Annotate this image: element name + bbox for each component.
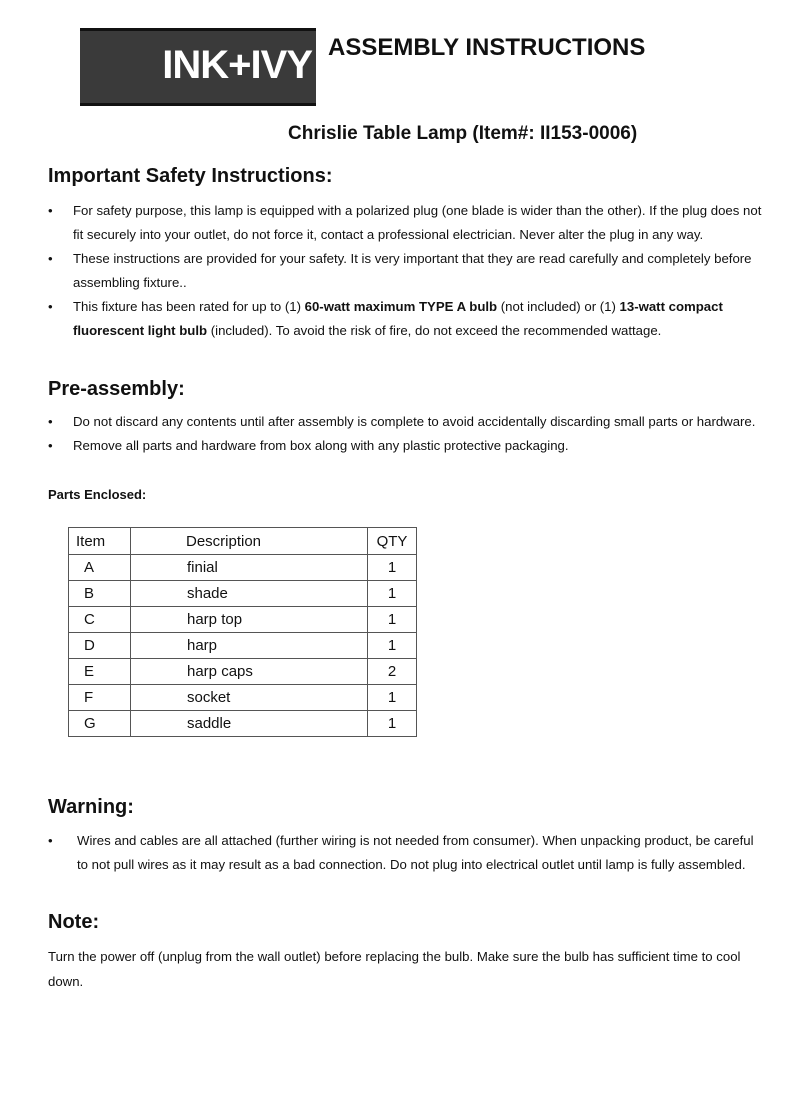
warning-list xyxy=(48,829,768,877)
part-qty: 1 xyxy=(368,685,417,711)
safety-heading: Important Safety Instructions: xyxy=(48,165,333,187)
part-item: A xyxy=(69,555,131,581)
table-row xyxy=(69,581,417,607)
part-qty: 1 xyxy=(368,633,417,659)
part-item: E xyxy=(69,659,131,685)
part-qty: 1 xyxy=(368,555,417,581)
part-item: G xyxy=(69,711,131,737)
column-header-description: Description xyxy=(131,528,368,555)
part-item: C xyxy=(69,607,131,633)
safety-list xyxy=(48,199,768,343)
table-row xyxy=(69,685,417,711)
part-description: harp top xyxy=(131,607,368,633)
bullet-icon: • xyxy=(48,203,53,218)
part-description: harp caps xyxy=(131,659,368,685)
product-title: Chrislie Table Lamp (Item#: II153-0006) xyxy=(288,123,638,144)
part-description: socket xyxy=(131,685,368,711)
part-item: D xyxy=(69,633,131,659)
brand-logo-text: INK+IVY xyxy=(162,43,312,87)
part-description: shade xyxy=(131,581,368,607)
part-qty: 1 xyxy=(368,711,417,737)
table-header-row xyxy=(69,528,417,555)
document-title: ASSEMBLY INSTRUCTIONS xyxy=(328,34,646,61)
list-item xyxy=(48,829,768,877)
part-description: finial xyxy=(131,555,368,581)
safety-item-text: (not included) or (1) xyxy=(497,299,620,314)
list-item xyxy=(48,247,768,295)
bullet-icon: • xyxy=(48,833,53,848)
warning-heading: Warning: xyxy=(48,796,134,818)
table-row xyxy=(69,607,417,633)
parts-table xyxy=(68,527,417,737)
part-description: harp xyxy=(131,633,368,659)
note-heading: Note: xyxy=(48,911,100,933)
preassembly-item-text: Do not discard any contents until after assembly is complete to avoid accidentally discarding small parts or hardware. xyxy=(73,414,756,429)
list-item xyxy=(48,199,768,247)
parts-enclosed-label: Parts Enclosed: xyxy=(48,487,147,502)
safety-item-text: For safety purpose, this lamp is equipped with a polarized plug (one blade is wider than the other). If the plug does not fit securely into your outlet, do not force it, contact a professional electrician. Never alter the plug in any way. xyxy=(73,203,762,242)
column-header-qty: QTY xyxy=(368,528,417,555)
bullet-icon: • xyxy=(48,251,53,266)
brand-logo xyxy=(80,28,316,106)
table-row xyxy=(69,555,417,581)
part-description: saddle xyxy=(131,711,368,737)
part-item: B xyxy=(69,581,131,607)
part-item: F xyxy=(69,685,131,711)
preassembly-item-text: Remove all parts and hardware from box along with any plastic protective packaging. xyxy=(73,438,569,453)
list-item xyxy=(48,410,768,434)
preassembly-heading: Pre-assembly: xyxy=(48,378,185,400)
cfl-rating-text: 13-watt compact fluorescent light bulb xyxy=(73,299,723,338)
table-row xyxy=(69,633,417,659)
safety-item-text: This fixture has been rated for up to (1) xyxy=(73,299,305,314)
part-qty: 1 xyxy=(368,607,417,633)
bullet-icon: • xyxy=(48,438,53,453)
bullet-icon: • xyxy=(48,299,53,314)
table-row xyxy=(69,659,417,685)
list-item xyxy=(48,434,768,458)
part-qty: 1 xyxy=(368,581,417,607)
warning-item-text: Wires and cables are all attached (further wiring is not needed from consumer). When unpacking product, be careful to not pull wires as it may result as a bad connection. Do not plug into electrical outlet until lamp is fully assembled. xyxy=(77,833,754,872)
list-item xyxy=(48,295,768,343)
safety-item-text: (included). To avoid the risk of fire, do not exceed the recommended wattage. xyxy=(207,323,662,338)
preassembly-list xyxy=(48,410,768,458)
column-header-item: Item xyxy=(69,528,131,555)
note-text: Turn the power off (unplug from the wall outlet) before replacing the bulb. Make sure the bulb has sufficient time to cool down. xyxy=(48,949,741,989)
bulb-rating-text: 60-watt maximum TYPE A bulb xyxy=(304,299,498,314)
bullet-icon: • xyxy=(48,414,53,429)
safety-item-text: These instructions are provided for your safety. It is very important that they are read carefully and completely before assembling fixture.. xyxy=(73,251,752,290)
table-row xyxy=(69,711,417,737)
part-qty: 2 xyxy=(368,659,417,685)
